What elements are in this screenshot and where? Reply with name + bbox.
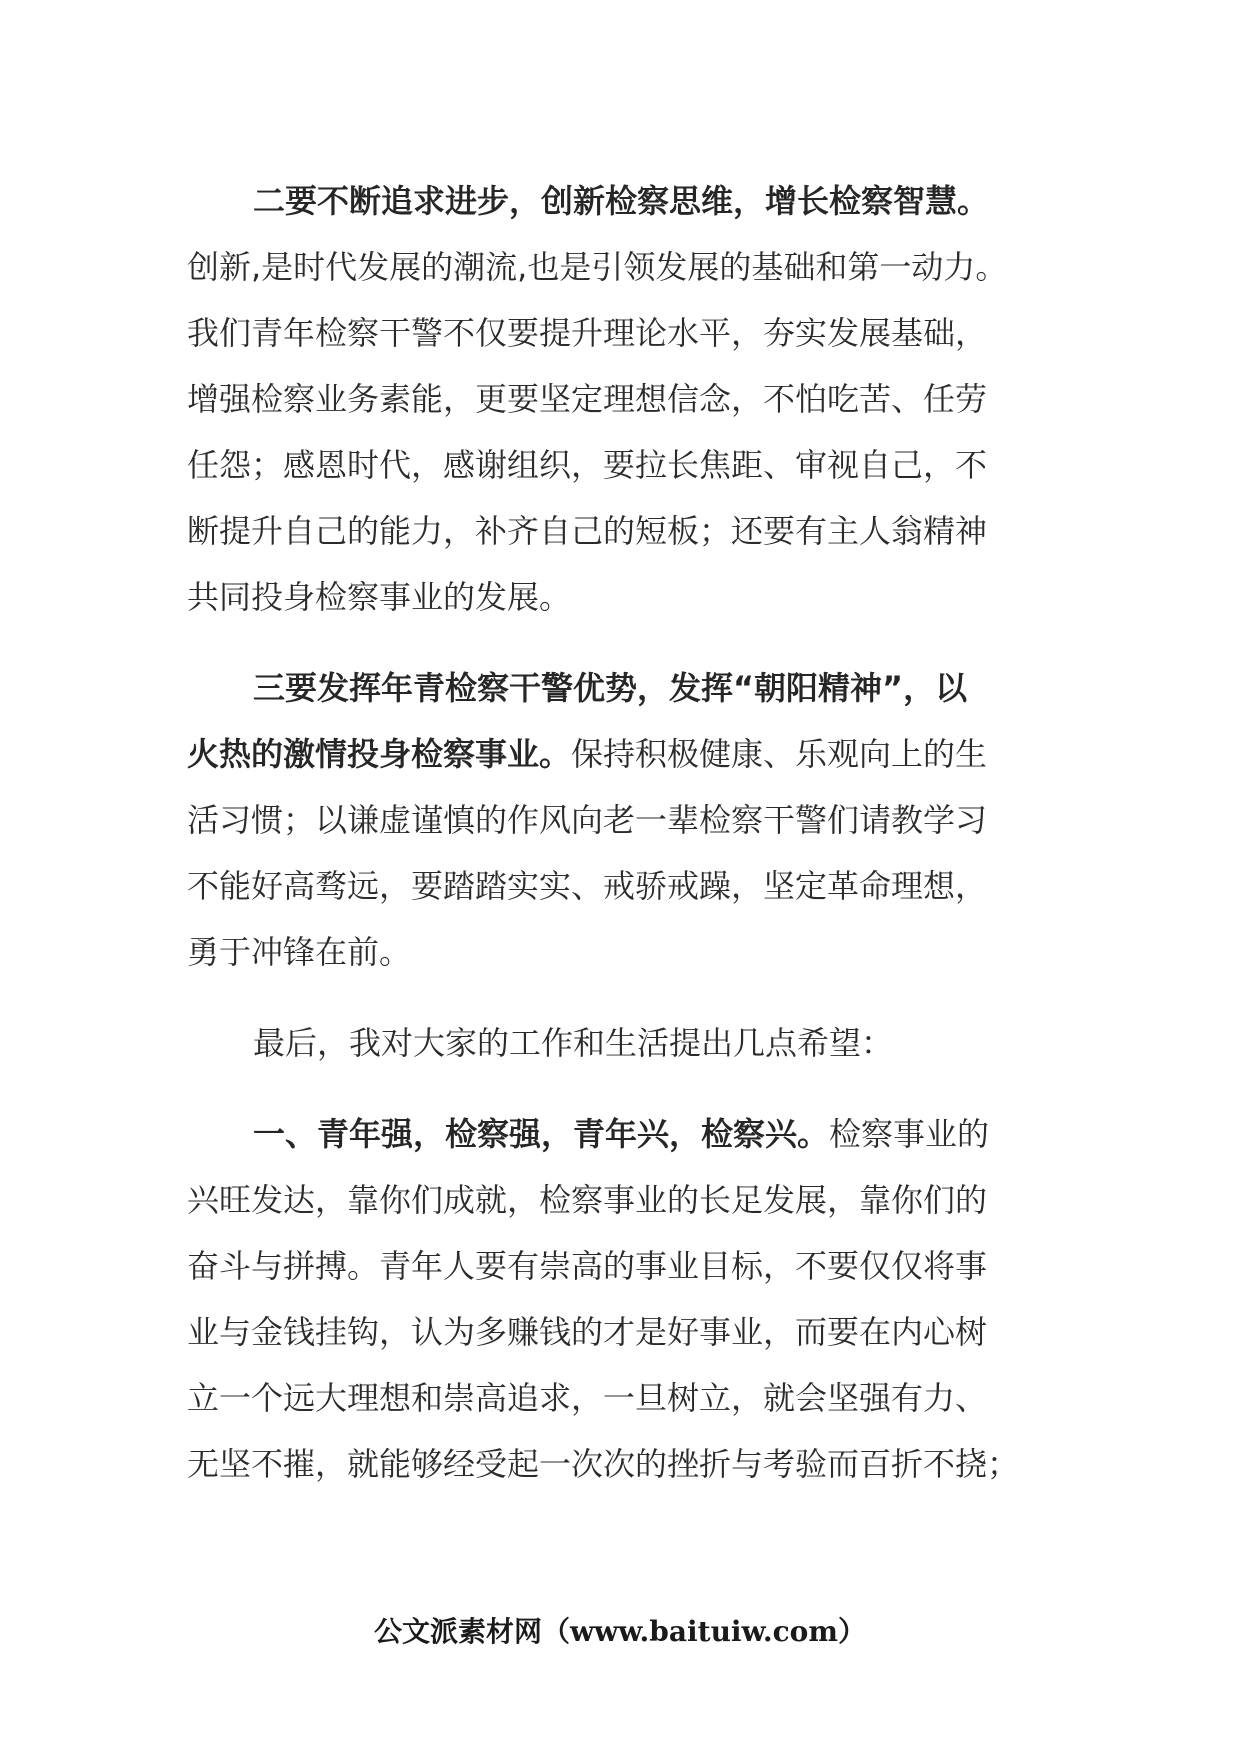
text-line bbox=[187, 655, 1067, 721]
text-line: 断提升自己的能力，补齐自己的短板；还要有主人翁精神 bbox=[187, 512, 988, 550]
text-line: 任怨；感恩时代，感谢组织，要拉长焦距、审视自己，不 bbox=[187, 446, 988, 484]
text-line bbox=[187, 1101, 1067, 1167]
text-run: 保持积极健康、乐观向上的生 bbox=[571, 735, 988, 773]
text-line: 业与金钱挂钩，认为多赚钱的才是好事业，而要在内心树 bbox=[187, 1313, 988, 1351]
text-line: 活习惯；以谦虚谨慎的作风向老一辈检察干警们请教学习 bbox=[187, 801, 988, 839]
text-run: 检察事业的 bbox=[829, 1115, 990, 1153]
page-footer: 公文派素材网（www.baituiw.com） bbox=[374, 1615, 866, 1648]
paragraph bbox=[187, 1101, 1067, 1497]
paragraph-heading: 火热的激情投身检察事业。 bbox=[187, 735, 572, 773]
text-line bbox=[187, 721, 1067, 787]
paragraph-heading: 三要发挥年青检察干警优势，发挥“朝阳精神”，以 bbox=[253, 669, 968, 707]
paragraph bbox=[187, 655, 1067, 985]
text-line: 兴旺发达，靠你们成就，检察事业的长足发展，靠你们的 bbox=[187, 1181, 988, 1219]
document-body bbox=[187, 168, 1067, 1497]
text-line: 不能好高骛远，要踏踏实实、戒骄戒躁，坚定革命理想， bbox=[187, 867, 988, 905]
text-line: 增强检察业务素能，更要坚定理想信念，不怕吃苦、任劳 bbox=[187, 380, 988, 418]
paragraph-heading: 一、青年强，检察强，青年兴，检察兴。 bbox=[253, 1115, 830, 1153]
text-line: 无坚不摧，就能够经受起一次次的挫折与考验而百折不挠； bbox=[187, 1445, 1020, 1483]
paragraph bbox=[187, 168, 1067, 630]
paragraph bbox=[187, 1010, 1067, 1076]
text-line: 勇于冲锋在前。 bbox=[187, 933, 412, 971]
text-line: 我们青年检察干警不仅要提升理论水平，夯实发展基础， bbox=[187, 314, 988, 352]
text-line: 立一个远大理想和崇高追求，一旦树立，就会坚强有力、 bbox=[187, 1379, 988, 1417]
text-line: 最后，我对大家的工作和生活提出几点希望： bbox=[253, 1024, 894, 1062]
text-line: 共同投身检察事业的发展。 bbox=[187, 578, 572, 616]
text-line: 创新,是时代发展的潮流,也是引领发展的基础和第一动力。 bbox=[187, 248, 1008, 286]
text-line: 奋斗与拼搏。青年人要有崇高的事业目标，不要仅仅将事 bbox=[187, 1247, 988, 1285]
text-line bbox=[187, 168, 1067, 234]
paragraph-heading: 二要不断追求进步，创新检察思维，增长检察智慧。 bbox=[253, 182, 990, 220]
